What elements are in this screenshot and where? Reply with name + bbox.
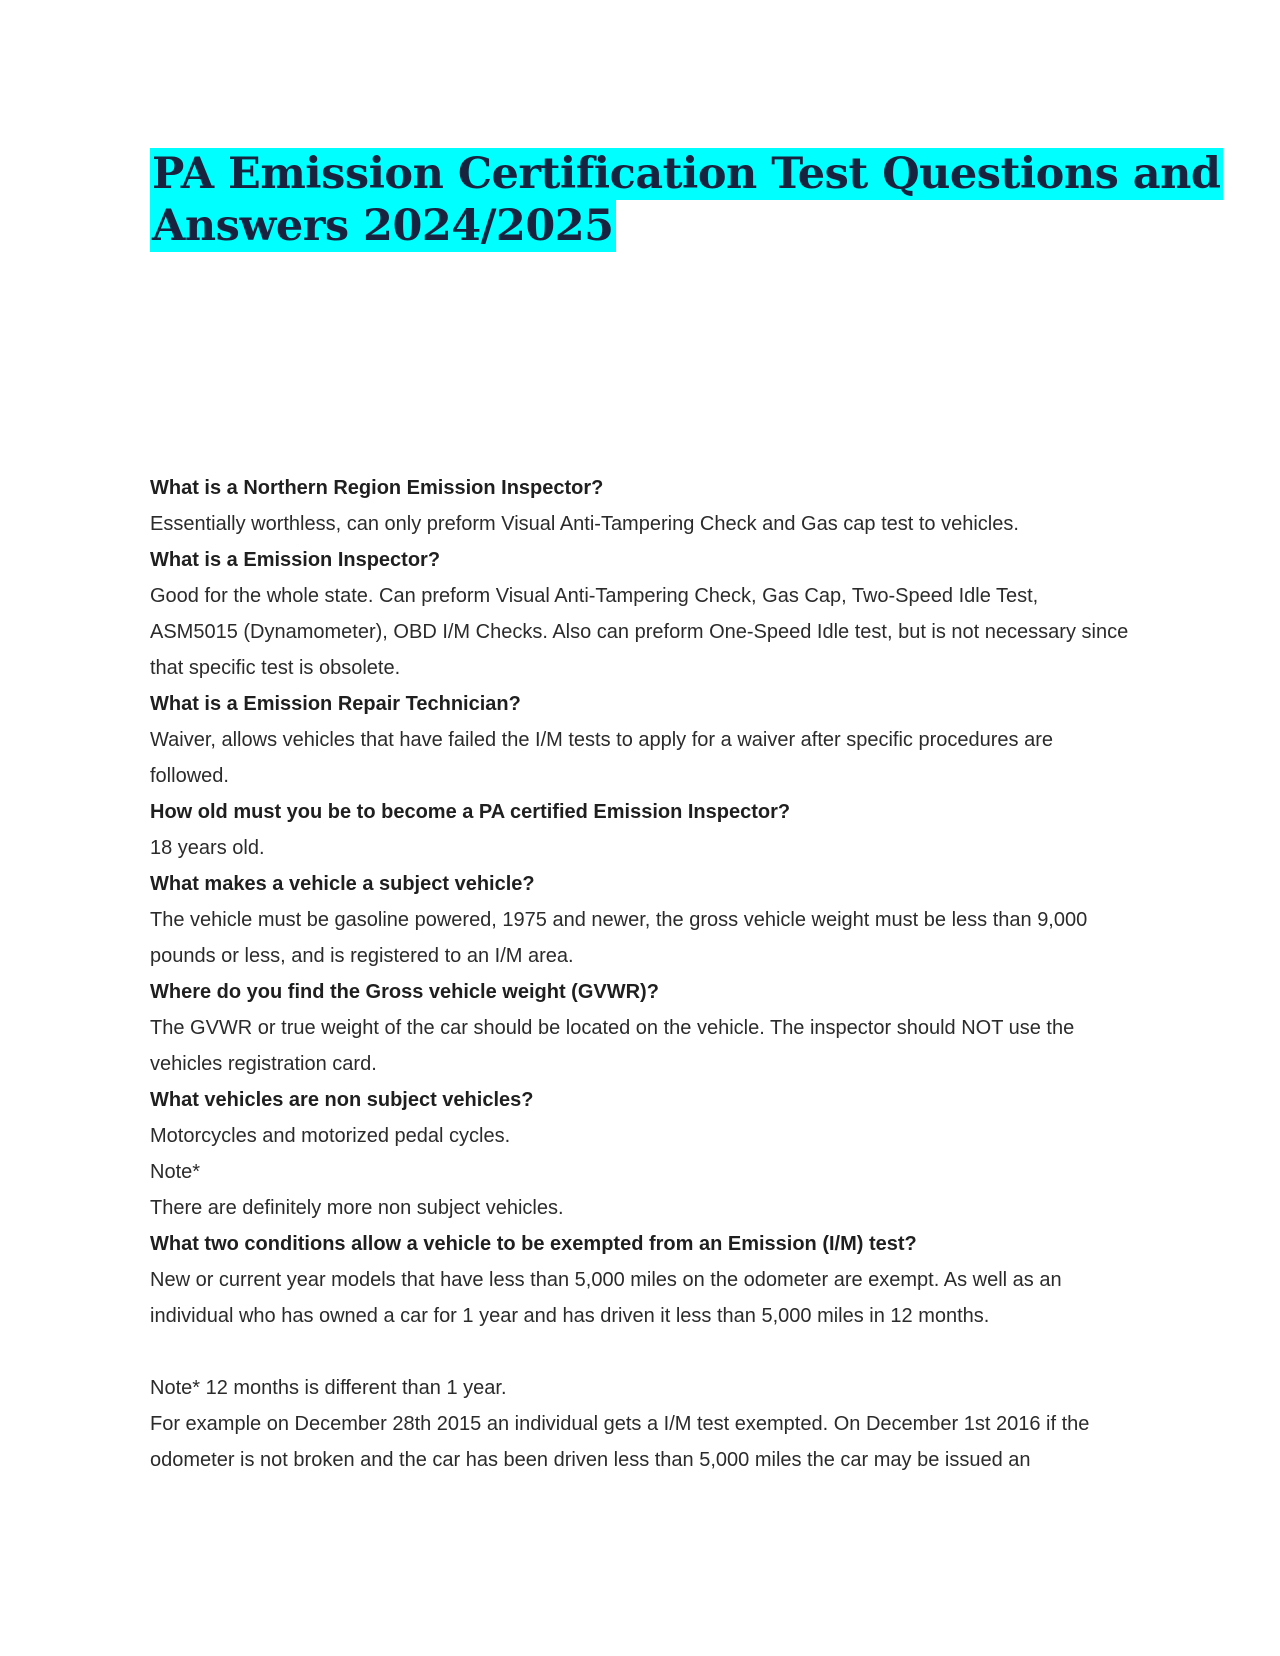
- question-text: What is a Northern Region Emission Inspector?: [150, 477, 604, 499]
- answer-text: There are definitely more non subject vehicles.: [150, 1197, 564, 1219]
- question-text: What is a Emission Inspector?: [150, 549, 441, 571]
- answer-text: New or current year models that have less than 5,000 miles on the odometer are exempt. As well as an individual who has owned a car for 1 year and has driven it less than 5,000 miles in 12 months.: [150, 1269, 1062, 1327]
- answer-text: Good for the whole state. Can preform Visual Anti-Tampering Check, Gas Cap, Two-Speed Idle Test, ASM5015 (Dynamometer), OBD I/M Checks. Also can preform One-Speed Idle test, but is not necessary since that specific test is obsolete.: [150, 585, 1129, 679]
- question-text: What is a Emission Repair Technician?: [150, 693, 521, 715]
- answer-text: Essentially worthless, can only preform Visual Anti-Tampering Check and Gas cap test to vehicles.: [150, 513, 1019, 535]
- answer-text: The vehicle must be gasoline powered, 1975 and newer, the gross vehicle weight must be less than 9,000 pounds or less, and is registered to an I/M area.: [150, 909, 1088, 967]
- answer-text: 18 years old.: [150, 837, 265, 859]
- answer-text: The GVWR or true weight of the car should be located on the vehicle. The inspector should NOT use the vehicles registration card.: [150, 1017, 1075, 1075]
- answer-text: Waiver, allows vehicles that have failed the I/M tests to apply for a waiver after specific procedures are followed.: [150, 729, 1054, 787]
- answer-text: Motorcycles and motorized pedal cycles.: [150, 1125, 511, 1147]
- note-label: Note*: [150, 1161, 201, 1183]
- question-text: What vehicles are non subject vehicles?: [150, 1089, 534, 1111]
- answer-text: For example on December 28th 2015 an individual gets a I/M test exempted. On December 1st 2016 if the odometer is not broken and the car has been driven less than 5,000 miles the car may be issued an: [150, 1413, 1090, 1471]
- title-line-1: PA Emission Certification Test Questions and: [152, 149, 1221, 199]
- title-line-2: Answers 2024/2025: [152, 201, 614, 251]
- page-title: [150, 148, 1221, 252]
- qa-content: [150, 470, 1130, 1478]
- answer-text: Note* 12 months is different than 1 year.: [150, 1377, 507, 1399]
- question-text: What two conditions allow a vehicle to be exempted from an Emission (I/M) test?: [150, 1233, 917, 1255]
- question-text: Where do you find the Gross vehicle weight (GVWR)?: [150, 981, 659, 1003]
- blank-line: [150, 1334, 1130, 1370]
- question-text: How old must you be to become a PA certified Emission Inspector?: [150, 801, 791, 823]
- question-text: What makes a vehicle a subject vehicle?: [150, 873, 535, 895]
